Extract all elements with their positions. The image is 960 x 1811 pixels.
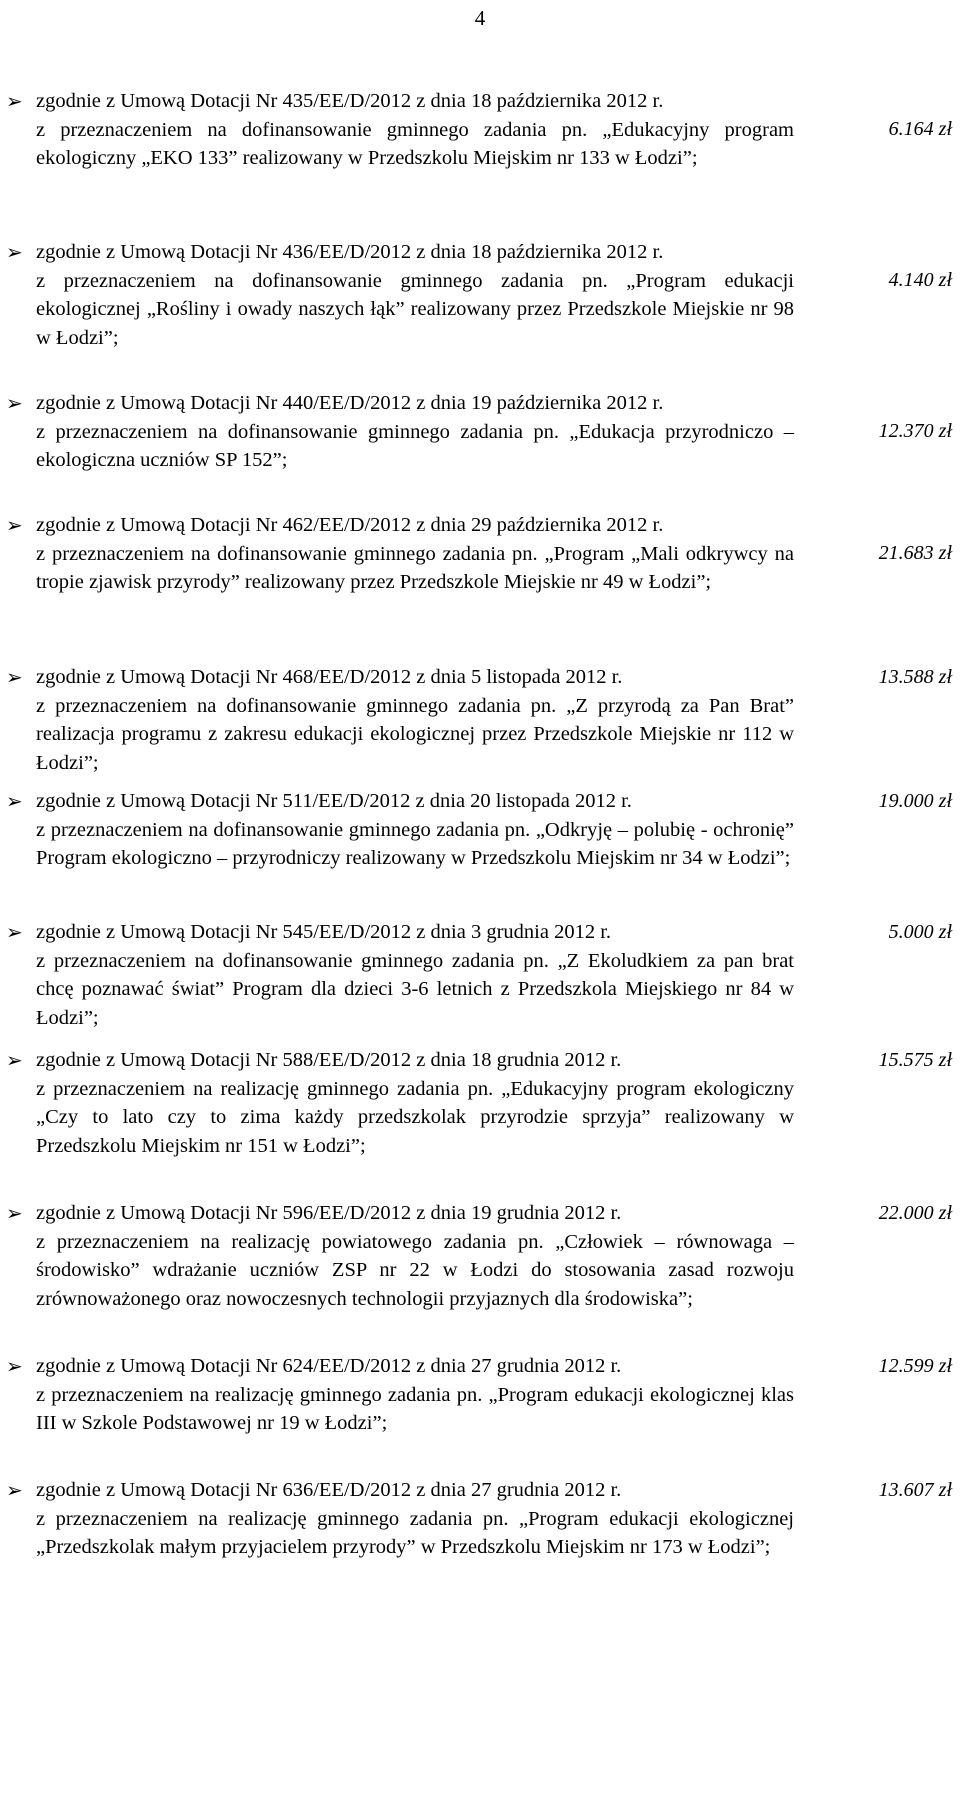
amount: 21.683 zł — [878, 542, 952, 564]
entry-text — [36, 787, 794, 873]
arrow-bullet-icon: ➢ — [6, 1201, 23, 1225]
grant-list — [0, 87, 960, 1601]
entry-text — [36, 238, 794, 352]
list-item — [0, 511, 960, 663]
arrow-bullet-icon: ➢ — [6, 240, 23, 264]
entry-text — [36, 389, 794, 475]
purpose-text: z przeznaczeniem na realizację gminnego zadania pn. „Edukacyjny program ekologiczny „Czy to lato czy to zima każdy przedszkolak przyrodzie sprzyja” realizowany w Przedszkolu Miejskim nr 151 w Łodzi”; — [36, 1077, 794, 1157]
amount: 22.000 zł — [878, 1202, 952, 1224]
list-item — [0, 1199, 960, 1352]
arrow-bullet-icon: ➢ — [6, 89, 23, 113]
agreement-text: zgodnie z Umową Dotacji Nr 624/EE/D/2012 z dnia 27 grudnia 2012 r. — [36, 1355, 622, 1377]
amount: 12.599 zł — [878, 1355, 952, 1377]
list-item — [0, 787, 960, 918]
agreement-text: zgodnie z Umową Dotacji Nr 596/EE/D/2012 z dnia 19 grudnia 2012 r. — [36, 1202, 622, 1224]
arrow-bullet-icon: ➢ — [6, 1478, 23, 1502]
arrow-bullet-icon: ➢ — [6, 1354, 23, 1378]
agreement-text: zgodnie z Umową Dotacji Nr 436/EE/D/2012 z dnia 18 października 2012 r. — [36, 241, 664, 263]
arrow-bullet-icon: ➢ — [6, 391, 23, 415]
purpose-text: z przeznaczeniem na dofinansowanie gminnego zadania pn. „Z Ekoludkiem za pan brat chcę poznawać świat” Program dla dzieci 3-6 letnich z Przedszkola Miejskiego nr 84 w Łodzi”; — [36, 949, 794, 1029]
list-item — [0, 238, 960, 389]
amount: 5.000 zł — [888, 921, 952, 943]
amount: 13.607 zł — [878, 1479, 952, 1501]
purpose-text: z przeznaczeniem na dofinansowanie gminnego zadania pn. „Edukacyjny program ekologiczny „EKO 133” realizowany w Przedszkolu Miejskim nr 133 w Łodzi”; — [36, 118, 794, 169]
list-item — [0, 87, 960, 238]
amount: 4.140 zł — [888, 269, 952, 291]
agreement-text: zgodnie z Umową Dotacji Nr 636/EE/D/2012 z dnia 27 grudnia 2012 r. — [36, 1479, 622, 1501]
arrow-bullet-icon: ➢ — [6, 665, 23, 689]
agreement-text: zgodnie z Umową Dotacji Nr 545/EE/D/2012 z dnia 3 grudnia 2012 r. — [36, 921, 612, 943]
list-item — [0, 1046, 960, 1199]
agreement-text: zgodnie z Umową Dotacji Nr 435/EE/D/2012 z dnia 18 października 2012 r. — [36, 90, 664, 112]
purpose-text: z przeznaczeniem na dofinansowanie gminnego zadania pn. „Program „Mali odkrywcy na tropie zjawisk przyrody” realizowany przez Przedszkole Miejskie nr 49 w Łodzi”; — [36, 542, 794, 593]
entry-text — [36, 87, 794, 173]
list-item — [0, 1476, 960, 1601]
entry-text — [36, 663, 794, 777]
entry-text — [36, 1199, 794, 1313]
purpose-text: z przeznaczeniem na dofinansowanie gminnego zadania pn. „Program edukacji ekologicznej „Rośliny i owady naszych łąk” realizowany przez Przedszkole Miejskie nr 98 w Łodzi”; — [36, 269, 794, 349]
agreement-text: zgodnie z Umową Dotacji Nr 468/EE/D/2012 z dnia 5 listopada 2012 r. — [36, 666, 623, 688]
agreement-text: zgodnie z Umową Dotacji Nr 588/EE/D/2012 z dnia 18 grudnia 2012 r. — [36, 1049, 622, 1071]
entry-text — [36, 511, 794, 597]
agreement-text: zgodnie z Umową Dotacji Nr 440/EE/D/2012 z dnia 19 października 2012 r. — [36, 392, 664, 414]
amount: 13.588 zł — [878, 666, 952, 688]
amount: 15.575 zł — [878, 1049, 952, 1071]
purpose-text: z przeznaczeniem na realizację gminnego zadania pn. „Program edukacji ekologicznej klas III w Szkole Podstawowej nr 19 w Łodzi”; — [36, 1383, 794, 1434]
purpose-text: z przeznaczeniem na realizację gminnego zadania pn. „Program edukacji ekologicznej „Przedszkolak małym przyjacielem przyrody” w Przedszkolu Miejskim nr 173 w Łodzi”; — [36, 1507, 794, 1558]
amount: 19.000 zł — [878, 790, 952, 812]
list-item — [0, 389, 960, 511]
purpose-text: z przeznaczeniem na realizację powiatowego zadania pn. „Człowiek – równowaga – środowisko” wdrażanie uczniów ZSP nr 22 w Łodzi do stosowania zasad rozwoju zrównoważonego oraz nowoczesnych technologii przyjaznych dla środowiska”; — [36, 1230, 794, 1310]
arrow-bullet-icon: ➢ — [6, 1048, 23, 1072]
list-item — [0, 1352, 960, 1476]
amount: 6.164 zł — [888, 118, 952, 140]
arrow-bullet-icon: ➢ — [6, 920, 23, 944]
list-item — [0, 918, 960, 1046]
purpose-text: z przeznaczeniem na dofinansowanie gminnego zadania pn. „Edukacja przyrodniczo – ekologiczna uczniów SP 152”; — [36, 420, 794, 471]
arrow-bullet-icon: ➢ — [6, 789, 23, 813]
entry-text — [36, 1476, 794, 1562]
page-number: 4 — [474, 6, 486, 30]
entry-text — [36, 1352, 794, 1438]
agreement-text: zgodnie z Umową Dotacji Nr 511/EE/D/2012 z dnia 20 listopada 2012 r. — [36, 790, 632, 812]
agreement-text: zgodnie z Umową Dotacji Nr 462/EE/D/2012 z dnia 29 października 2012 r. — [36, 514, 664, 536]
arrow-bullet-icon: ➢ — [6, 513, 23, 537]
entry-text — [36, 1046, 794, 1160]
amount: 12.370 zł — [878, 420, 952, 442]
list-item — [0, 663, 960, 787]
purpose-text: z przeznaczeniem na dofinansowanie gminnego zadania pn. „Z przyrodą za Pan Brat” realizacja programu z zakresu edukacji ekologicznej przez Przedszkole Miejskie nr 112 w Łodzi”; — [36, 694, 794, 774]
entry-text — [36, 918, 794, 1032]
purpose-text: z przeznaczeniem na dofinansowanie gminnego zadania pn. „Odkryję – polubię - ochronię” Program ekologiczno – przyrodniczy realizowany w Przedszkolu Miejskim nr 34 w Łodzi”; — [36, 818, 794, 869]
